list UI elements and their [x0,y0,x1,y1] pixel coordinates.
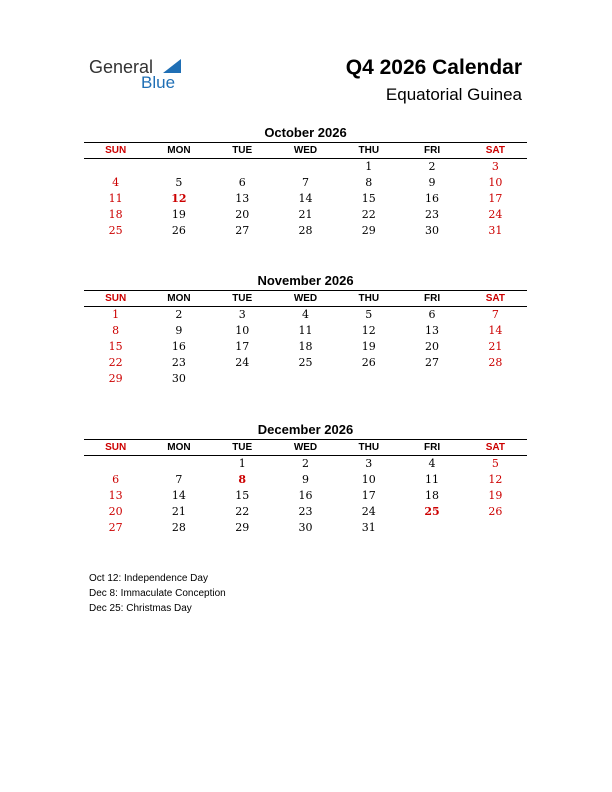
day-cell: 18 [425,489,440,502]
empty-day-cell [464,371,527,387]
day-cell: 18 [298,340,313,353]
day-cell: 31 [488,224,503,237]
empty-day-cell [274,159,337,175]
week-row [84,191,527,207]
weekday-label: FRI [423,293,441,304]
day-cell: 7 [175,473,183,486]
day-cell: 30 [171,372,186,385]
day-cell: 2 [428,160,436,173]
day-cell: 6 [238,176,246,189]
logo-word-general: General [89,57,154,77]
empty-day-cell [464,520,527,536]
week-row [84,339,527,355]
day-cell: 15 [108,340,123,353]
weekday-label: TUE [232,293,253,304]
day-cell: 14 [171,489,186,502]
day-cell: 25 [108,224,123,237]
month-november [84,272,527,387]
day-cell: 9 [428,176,436,189]
month-december [84,421,527,536]
day-cell: 14 [488,324,503,337]
day-cell: 23 [425,208,440,221]
day-cell: 24 [361,505,376,518]
day-cell: 22 [361,208,376,221]
week-row [84,223,527,239]
logo-triangle-icon [163,59,181,73]
month-grid [84,142,527,239]
day-cell: 25 [424,505,440,518]
holiday-note: Oct 12: Independence Day [89,573,208,584]
day-cell: 26 [361,356,376,369]
week-row [84,504,527,520]
weekday-label: SUN [105,293,127,304]
holiday-notes [89,571,226,616]
holiday-note: Dec 8: Immaculate Conception [89,588,226,599]
day-cell: 1 [365,160,373,173]
day-cell: 21 [488,340,503,353]
weekday-label: SAT [485,293,505,304]
day-cell: 3 [238,308,246,321]
day-cell: 20 [425,340,440,353]
page-title: Q4 2026 Calendar [345,56,522,79]
day-cell: 5 [175,176,183,189]
day-cell: 22 [235,505,250,518]
day-cell: 1 [238,457,246,470]
day-cell: 12 [171,192,187,205]
day-cell: 13 [425,324,440,337]
day-cell: 21 [298,208,313,221]
day-cell: 19 [171,208,186,221]
day-cell: 17 [488,192,503,205]
day-cell: 28 [298,224,313,237]
week-row [84,472,527,488]
empty-day-cell [147,456,210,472]
day-cell: 11 [298,324,313,337]
day-cell: 6 [428,308,436,321]
day-cell: 19 [488,489,503,502]
weekday-label: MON [167,442,191,453]
week-row [84,520,527,536]
empty-day-cell [400,520,463,536]
week-row [84,207,527,223]
day-cell: 3 [491,160,499,173]
day-cell: 4 [301,308,309,321]
weekday-label: WED [293,293,318,304]
day-cell: 29 [108,372,123,385]
day-cell: 24 [488,208,503,221]
day-cell: 10 [488,176,503,189]
day-cell: 16 [425,192,440,205]
holiday-note: Dec 25: Christmas Day [89,603,192,614]
weekday-label: THU [358,145,380,156]
day-cell: 1 [112,308,120,321]
day-cell: 31 [361,521,376,534]
day-cell: 20 [108,505,123,518]
day-cell: 10 [361,473,376,486]
day-cell: 16 [298,489,313,502]
day-cell: 7 [301,176,309,189]
weekday-label: THU [358,293,380,304]
day-cell: 14 [298,192,313,205]
weekday-label: WED [293,442,318,453]
empty-day-cell [274,371,337,387]
month-grid [84,439,527,536]
day-cell: 30 [298,521,313,534]
empty-day-cell [84,159,147,175]
day-cell: 22 [108,356,123,369]
day-cell: 20 [235,208,250,221]
weekday-label: WED [293,145,318,156]
day-cell: 11 [108,192,123,205]
week-row [84,371,527,387]
week-row [84,456,527,472]
week-row [84,355,527,371]
day-cell: 2 [301,457,309,470]
week-row [84,175,527,191]
day-cell: 23 [298,505,313,518]
weekday-label: SAT [485,145,505,156]
day-cell: 4 [112,176,120,189]
day-cell: 10 [235,324,250,337]
day-cell: 9 [175,324,183,337]
day-cell: 19 [361,340,376,353]
empty-day-cell [147,159,210,175]
weekday-label: MON [167,293,191,304]
day-cell: 5 [491,457,499,470]
week-row [84,159,527,175]
empty-day-cell [400,371,463,387]
day-cell: 28 [488,356,503,369]
day-cell: 17 [361,489,376,502]
day-cell: 4 [428,457,436,470]
day-cell: 8 [238,473,247,486]
weekday-label: FRI [423,442,441,453]
empty-day-cell [211,159,274,175]
day-cell: 3 [365,457,373,470]
day-cell: 6 [112,473,120,486]
weekday-label: SAT [485,442,505,453]
day-cell: 15 [235,489,250,502]
empty-day-cell [84,456,147,472]
day-cell: 27 [108,521,123,534]
week-row [84,307,527,323]
weekday-label: SUN [105,442,127,453]
day-cell: 29 [361,224,376,237]
month-grid [84,290,527,387]
day-cell: 30 [425,224,440,237]
day-cell: 21 [171,505,186,518]
day-cell: 12 [361,324,376,337]
day-cell: 13 [108,489,123,502]
day-cell: 15 [361,192,376,205]
generalblue-logo [89,57,199,97]
empty-day-cell [337,371,400,387]
day-cell: 8 [365,176,373,189]
day-cell: 11 [425,473,440,486]
day-cell: 26 [488,505,503,518]
weekday-header-row [84,291,527,307]
day-cell: 13 [235,192,250,205]
day-cell: 16 [171,340,186,353]
day-cell: 2 [175,308,183,321]
day-cell: 7 [491,308,499,321]
day-cell: 8 [112,324,120,337]
day-cell: 25 [298,356,313,369]
weekday-label: TUE [232,145,253,156]
day-cell: 12 [488,473,503,486]
day-cell: 28 [171,521,186,534]
day-cell: 5 [365,308,373,321]
weekday-header-row [84,143,527,159]
weekday-header-row [84,440,527,456]
week-row [84,488,527,504]
empty-day-cell [211,371,274,387]
month-october [84,124,527,239]
day-cell: 26 [171,224,186,237]
weekday-label: TUE [232,442,253,453]
day-cell: 18 [108,208,123,221]
day-cell: 23 [171,356,186,369]
weekday-label: SUN [105,145,127,156]
page-subtitle: Equatorial Guinea [385,85,522,104]
weekday-label: MON [167,145,191,156]
week-row [84,323,527,339]
month-title: December 2026 [257,422,354,437]
day-cell: 9 [301,473,309,486]
month-title: November 2026 [257,273,354,288]
logo-word-blue: Blue [141,73,176,92]
day-cell: 17 [235,340,250,353]
day-cell: 29 [235,521,250,534]
weekday-label: FRI [423,145,441,156]
month-title: October 2026 [264,125,347,140]
day-cell: 24 [235,356,250,369]
day-cell: 27 [235,224,250,237]
day-cell: 27 [425,356,440,369]
weekday-label: THU [358,442,380,453]
